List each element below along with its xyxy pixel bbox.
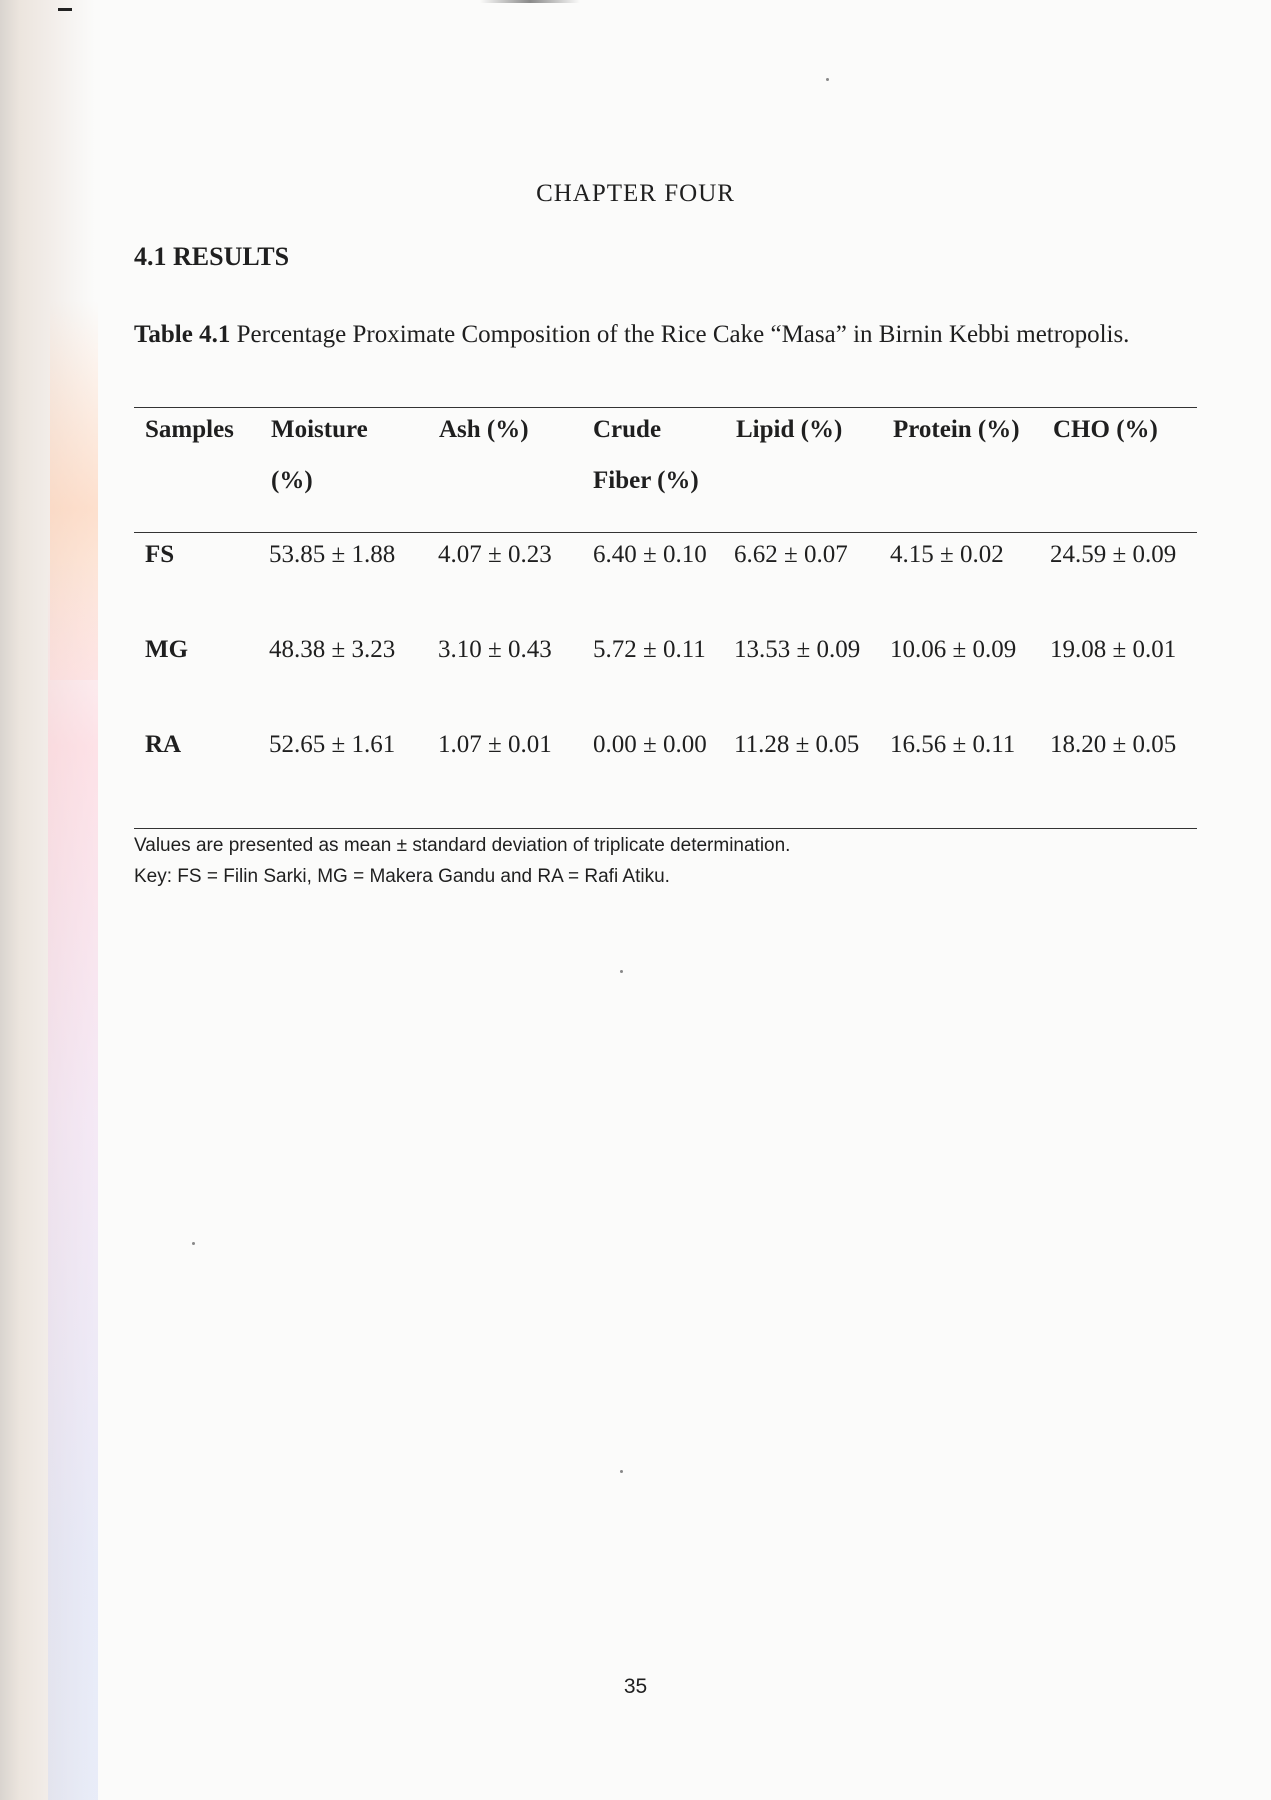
- section-title: 4.1 RESULTS: [134, 242, 290, 271]
- table-header-lipid: Lipid (%): [736, 416, 843, 443]
- scan-top-mark: [480, 0, 580, 3]
- table-key-note: Key: FS = Filin Sarki, MG = Makera Gandu and RA = Rafi Atiku.: [134, 866, 670, 887]
- scan-color-artifact: [48, 560, 98, 1800]
- scan-shadow-edge: [0, 0, 95, 1800]
- scan-speck: [620, 970, 623, 973]
- table-cell: 6.40 ± 0.10: [593, 541, 707, 568]
- table-cell: 18.20 ± 0.05: [1050, 731, 1177, 758]
- page-number: 35: [623, 1675, 648, 1698]
- scan-corner-mark: [58, 8, 72, 11]
- table-cell: 52.65 ± 1.61: [269, 731, 396, 758]
- table-cell: 48.38 ± 3.23: [269, 636, 396, 663]
- table-cell: 4.15 ± 0.02: [890, 541, 1004, 568]
- scan-speck: [826, 78, 829, 81]
- table-cell-sample: MG: [145, 636, 189, 663]
- table-cell: 16.56 ± 0.11: [890, 731, 1016, 758]
- table-cell-sample: FS: [145, 541, 175, 568]
- table-cell: 5.72 ± 0.11: [593, 636, 706, 663]
- table-footnote: Values are presented as mean ± standard deviation of triplicate determination.: [134, 835, 791, 856]
- table-cell-sample: RA: [145, 731, 182, 758]
- table-header-fiber: Fiber (%): [593, 467, 699, 494]
- table-header-moisture-unit: (%): [271, 467, 313, 494]
- table-cell: 10.06 ± 0.09: [890, 636, 1017, 663]
- table-caption-text: Percentage Proximate Composition of the Rice Cake “Masa” in Birnin Kebbi metropolis.: [230, 321, 1130, 348]
- table-header-ash: Ash (%): [439, 416, 529, 443]
- table-header-protein: Protein (%): [893, 416, 1020, 443]
- table-header-samples: Samples: [145, 416, 234, 443]
- scan-speck: [192, 1242, 195, 1245]
- table-cell: 0.00 ± 0.00: [593, 731, 707, 758]
- table-header-moisture: Moisture: [271, 416, 368, 443]
- table-caption: [134, 310, 1134, 360]
- table-cell: 13.53 ± 0.09: [734, 636, 861, 663]
- table-cell: 4.07 ± 0.23: [438, 541, 552, 568]
- table-cell: 19.08 ± 0.01: [1050, 636, 1177, 663]
- table-cell: 3.10 ± 0.43: [438, 636, 552, 663]
- table-header-cho: CHO (%): [1053, 416, 1158, 443]
- table-bottom-rule: [134, 828, 1197, 829]
- table-top-rule: [134, 407, 1197, 408]
- table-cell: 11.28 ± 0.05: [734, 731, 860, 758]
- table-cell: 1.07 ± 0.01: [438, 731, 552, 758]
- chapter-title: CHAPTER FOUR: [536, 180, 735, 207]
- table-cell: 53.85 ± 1.88: [269, 541, 396, 568]
- table-cell: 6.62 ± 0.07: [734, 541, 848, 568]
- table-cell: 24.59 ± 0.09: [1050, 541, 1177, 568]
- table-header-rule: [134, 532, 1197, 533]
- table-caption-label: Table 4.1: [134, 321, 231, 348]
- scan-speck: [620, 1470, 623, 1473]
- table-header-crude: Crude: [593, 416, 662, 443]
